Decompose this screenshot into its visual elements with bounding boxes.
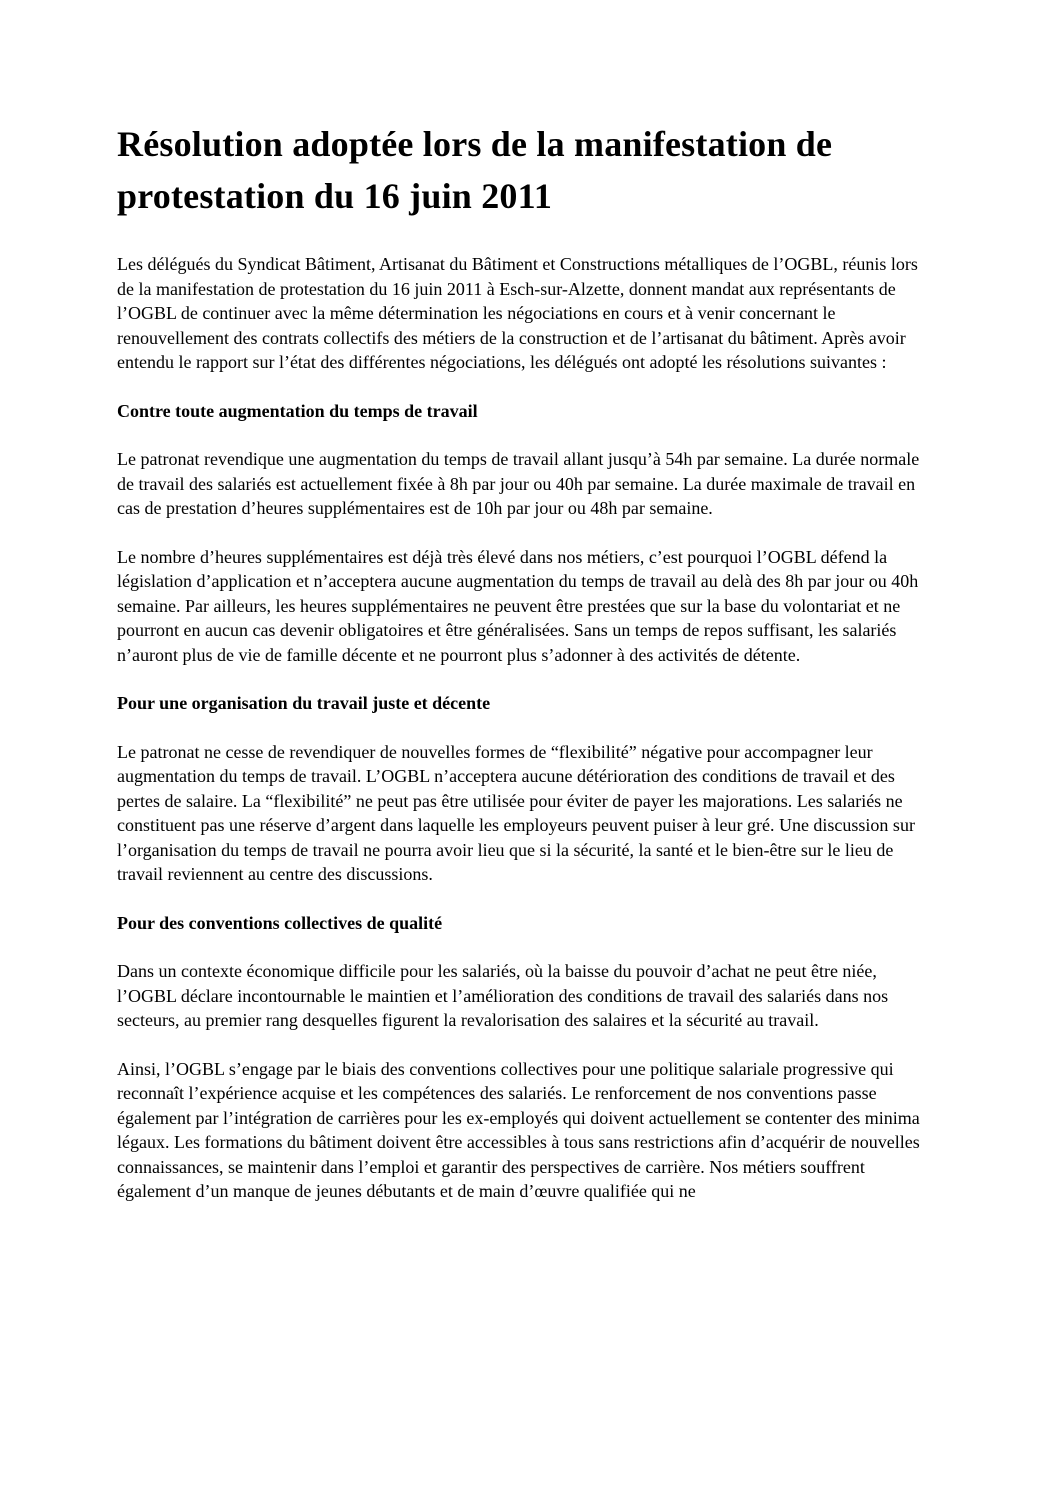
paragraph-contexte-economique: Dans un contexte économique difficile pour les salariés, où la baisse du pouvoir d’achat ne peut être niée, l’OGBL déclare incontournable le maintien et l’amélioration des conditions de travail des salariés dans nos secteurs, au premier rang desquelles figurent la revalorisation des salaires et la sécurité au travail. xyxy=(117,961,889,1030)
paragraph-politique-salariale: Ainsi, l’OGBL s’engage par le biais des conventions collectives pour une politique salariale progressive qui reconnaît l’expérience acquise et les compétences des salariés. Le renforcement de nos conventions passe également par l’intégration de carrières pour les ex-employés qui doivent actuellement se contenter des minima légaux. Les formations du bâtiment doivent être accessibles à tous sans restrictions afin d’acquérir de nouvelles connaissances, se maintenir dans l’emploi et garantir des perspectives de carrière. Nos métiers souffrent également d’un manque de jeunes débutants et de main d’œuvre qualifiée qui ne xyxy=(117,1058,920,1201)
paragraph-heures-supplementaires: Le nombre d’heures supplémentaires est déjà très élevé dans nos métiers, c’est pourquoi l’OGBL défend la législation d’application et n’acceptera aucune augmentation du temps de travail au delà des 8h par jour ou 40h semaine. Par ailleurs, les heures supplémentaires ne peuvent être prestées que sur la base du volontariat et ne pourront en aucun cas devenir obligatoires et être généralisées. Sans un temps de repos suffisant, les salariés n’auront plus de vie de famille décente et ne pourront plus s’adonner à des activités de détente. xyxy=(117,546,919,665)
paragraph-patronat-revendique: Le patronat revendique une augmentation du temps de travail allant jusqu’à 54h par semaine. La durée normale de travail des salariés est actuellement fixée à 8h par jour ou 40h par semaine. La durée maximale de travail en cas de prestation d’heures supplémentaires est de 10h par jour ou 48h par semaine. xyxy=(117,449,920,518)
paragraph-flexibilite: Le patronat ne cesse de revendiquer de nouvelles formes de “flexibilité” négative pour accompagner leur augmentation du temps de travail. L’OGBL n’acceptera aucune détérioration des conditions de travail et des pertes de salaire. La “flexibilité” ne peut pas être utilisée pour éviter de payer les majorations. Les salariés ne constituent pas une réserve d’argent dans laquelle les employeurs peuvent puiser à leur gré. Une discussion sur l’organisation du temps de travail ne pourra avoir lieu que si la sécurité, la santé et le bien-être sur le lieu de travail reviennent au centre des discussions. xyxy=(117,741,915,884)
section-heading-conventions-collectives: Pour des conventions collectives de qualité xyxy=(117,912,443,933)
paragraph-intro: Les délégués du Syndicat Bâtiment, Artisanat du Bâtiment et Constructions métalliques de l’OGBL, réunis lors de la manifestation de protestation du 16 juin 2011 à Esch-sur-Alzette, donnent mandat aux représentants de l’OGBL de continuer avec la même détermination les négociations en cours et à venir concernant le renouvellement des contrats collectifs des métiers de la construction et de l’artisanat du bâtiment. Après avoir entendu le rapport sur l’état des différentes négociations, les délégués ont adopté les résolutions suivantes : xyxy=(117,254,918,372)
section-heading-temps-de-travail: Contre toute augmentation du temps de travail xyxy=(117,400,478,421)
document-title: Résolution adoptée lors de la manifestation de protestation du 16 juin 2011 xyxy=(117,124,833,216)
section-heading-organisation-travail: Pour une organisation du travail juste et décente xyxy=(117,693,491,713)
